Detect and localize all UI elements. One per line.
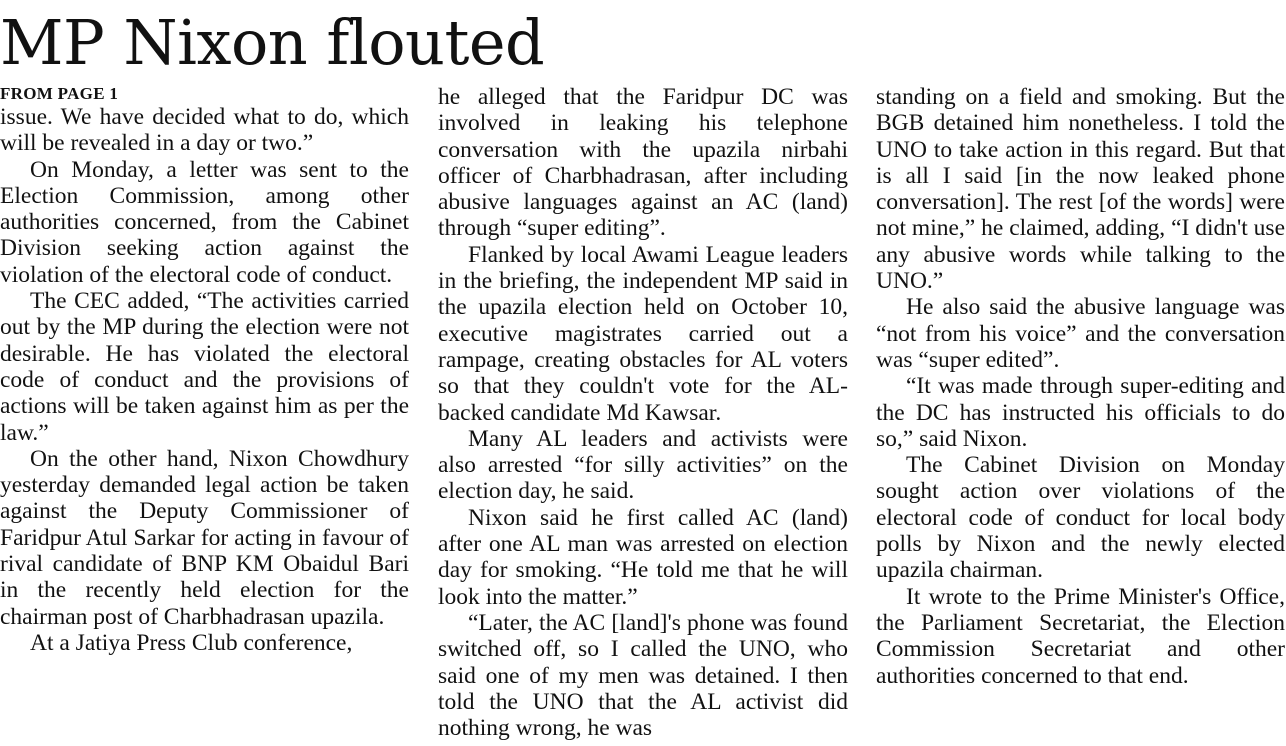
paragraph: “It was made through super-editing and the DC has instructed his officials to do so,” said Nixon. xyxy=(876,373,1285,452)
paragraph: On Monday, a letter was sent to the Election Commission, among other authorities concerned, from the Cabinet Division seeking action against the violation of the electoral code of conduct. xyxy=(0,156,409,288)
paragraph: At a Jatiya Press Club conference, xyxy=(30,629,353,656)
paragraph: “Later, the AC [land]'s phone was found switched off, so I called the UNO, who said one of my men was detained. I then told the UNO that the AL activist did nothing wrong, he was xyxy=(438,609,848,742)
paragraph: issue. We have decided what to do, which will be revealed in a day or two.” xyxy=(0,104,409,157)
column-2 xyxy=(438,84,848,741)
paragraph: Flanked by local Awami League leaders in the briefing, the independent MP said in the upazila election held on October 10, executive magistrates carried out a rampage, creating obstacles for AL voters so that they couldn't vote for the AL-backed candidate Md Kawsar. xyxy=(438,241,848,426)
paragraph: Nixon said he first called AC (land) after one AL man was arrested on election day for smoking. “He told me that he will look into the matter.” xyxy=(438,504,848,610)
paragraph: He also said the abusive language was “not from his voice” and the conversation was “super edited”. xyxy=(876,294,1285,373)
paragraph: It wrote to the Prime Minister's Office, the Parliament Secretariat, the Election Commission Secretariat and other authorities concerned to that end. xyxy=(876,583,1285,689)
paragraph: On the other hand, Nixon Chowdhury yesterday demanded legal action be taken against the Deputy Commissioner of Faridpur Atul Sarkar for acting in favour of rival candidate of BNP KM Obaidul Bari in the recently held election for the chairman post of Charbhadrasan upazila. xyxy=(0,445,409,630)
column-1 xyxy=(0,84,409,656)
kicker-from-page: FROM PAGE 1 xyxy=(0,84,119,103)
paragraph: he alleged that the Faridpur DC was involved in leaking his telephone conversation with the upazila nirbahi officer of Charbhadrasan, after including abusive languages against an AC (land) through “super editing”. xyxy=(438,84,848,242)
headline: MP Nixon flouted xyxy=(0,6,545,79)
paragraph: The Cabinet Division on Monday sought action over violations of the electoral code of conduct for local body polls by Nixon and the newly elected upazila chairman. xyxy=(876,452,1285,584)
paragraph: The CEC added, “The activities carried out by the MP during the election were not desirable. He has violated the electoral code of conduct and the provisions of actions will be taken against him as per the law.” xyxy=(0,288,409,446)
paragraph: Many AL leaders and activists were also arrested “for silly activities” on the election day, he said. xyxy=(438,425,848,505)
column-3 xyxy=(876,84,1285,689)
paragraph: standing on a field and smoking. But the BGB detained him nonetheless. I told the UNO to take action in this regard. But that is all I said [in the now leaked phone conversation]. The rest [of the words] were not mine,” he claimed, adding, “I didn't use any abusive words while talking to the UNO.” xyxy=(876,84,1285,295)
